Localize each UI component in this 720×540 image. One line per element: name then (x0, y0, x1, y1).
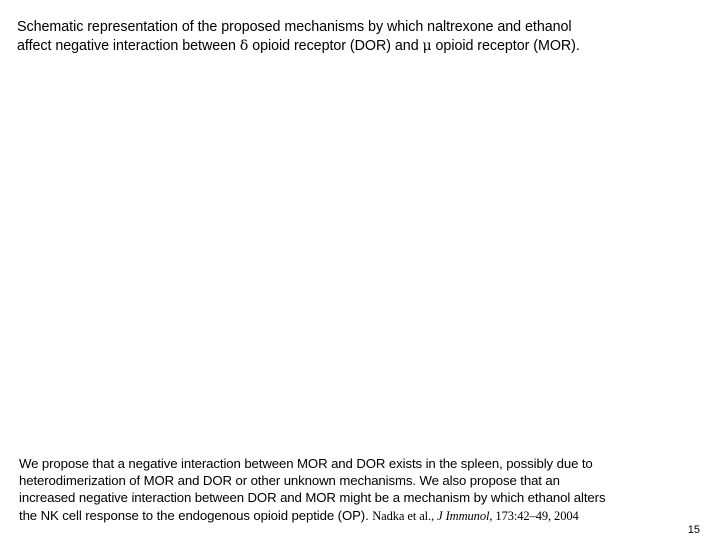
citation-details: 173:42–49, 2004 (495, 508, 579, 523)
citation-authors: Nadka et al., (372, 508, 435, 523)
title-line-2 (17, 37, 707, 56)
caption-line-4-text: the NK cell response to the endogenous opioid peptide (OP). (19, 507, 373, 523)
page-number: 15 (687, 524, 700, 536)
citation (372, 509, 578, 523)
title-text-c: opioid receptor (MOR). (431, 38, 580, 54)
caption-line-1: We propose that a negative interaction between MOR and DOR exists in the spleen, possibly due to (19, 456, 593, 471)
schematic-figure-area (17, 72, 703, 448)
mu-symbol: μ (422, 38, 432, 54)
figure-caption (19, 455, 709, 525)
caption-line-2: heterodimerization of MOR and DOR or other unknown mechanisms. We also propose that an (19, 473, 560, 489)
caption-line-4 (19, 507, 709, 525)
caption-line-3: increased negative interaction between DOR and MOR might be a mechanism by which ethanol alters (19, 490, 606, 506)
title-text-b: opioid receptor (DOR) and (248, 38, 423, 54)
slide-title (17, 18, 707, 56)
delta-symbol: δ (239, 38, 249, 54)
citation-journal: J Immunol, (437, 508, 493, 523)
title-line-1: Schematic representation of the proposed mechanisms by which naltrexone and ethanol (17, 19, 572, 35)
title-text-a: affect negative interaction between (17, 38, 240, 54)
